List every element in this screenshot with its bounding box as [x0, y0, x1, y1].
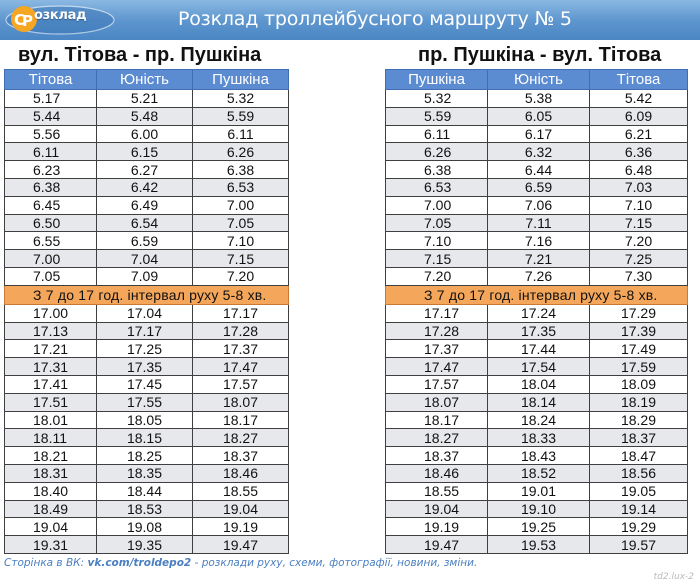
time-cell: 17.17: [97, 322, 193, 340]
time-cell: 18.17: [386, 411, 488, 429]
table-row: [386, 90, 688, 108]
time-cell: 5.42: [590, 90, 688, 108]
time-cell: 6.32: [488, 143, 590, 161]
time-cell: 18.07: [386, 393, 488, 411]
time-cell: 18.55: [193, 482, 289, 500]
time-cell: 17.37: [386, 340, 488, 358]
time-cell: 19.53: [488, 536, 590, 554]
time-cell: 19.47: [386, 536, 488, 554]
time-cell: 19.01: [488, 482, 590, 500]
time-cell: 18.33: [488, 429, 590, 447]
time-cell: 6.59: [97, 232, 193, 250]
time-cell: 17.28: [193, 322, 289, 340]
table-row: [5, 482, 289, 500]
time-cell: 5.59: [386, 107, 488, 125]
table-row: [386, 447, 688, 465]
interval-note: З 7 до 17 год. інтервал руху 5-8 хв.: [5, 285, 289, 304]
time-cell: 6.11: [386, 125, 488, 143]
table-row: [386, 232, 688, 250]
time-cell: 18.49: [5, 500, 97, 518]
table-row: [5, 375, 289, 393]
column-header: Юність: [488, 70, 590, 90]
time-cell: 17.54: [488, 358, 590, 376]
time-cell: 18.35: [97, 464, 193, 482]
table-row: [5, 250, 289, 268]
time-cell: 7.03: [590, 178, 688, 196]
time-cell: 7.25: [590, 250, 688, 268]
time-cell: 18.56: [590, 464, 688, 482]
time-cell: 19.08: [97, 518, 193, 536]
time-cell: 18.46: [386, 464, 488, 482]
time-cell: 17.57: [193, 375, 289, 393]
time-cell: 6.53: [386, 178, 488, 196]
table-row: [386, 322, 688, 340]
direction-title-right: пр. Пушкіна - вул. Тітова: [418, 44, 662, 66]
time-cell: 19.31: [5, 536, 97, 554]
header-banner: [0, 0, 700, 40]
time-cell: 17.47: [193, 358, 289, 376]
table-row: [386, 500, 688, 518]
table-row: [386, 375, 688, 393]
time-cell: 5.38: [488, 90, 590, 108]
time-cell: 6.36: [590, 143, 688, 161]
time-cell: 17.17: [193, 304, 289, 322]
logo-text: озклад: [34, 8, 87, 23]
table-row: [5, 267, 289, 285]
table-row: [5, 464, 289, 482]
table-row: [5, 178, 289, 196]
time-cell: 7.20: [386, 267, 488, 285]
time-cell: 18.31: [5, 464, 97, 482]
time-cell: 5.59: [193, 107, 289, 125]
table-row: [386, 536, 688, 554]
time-cell: 7.05: [193, 214, 289, 232]
watermark: td2.lux-2: [653, 572, 694, 582]
footer-note: [4, 557, 477, 569]
svg-text:C: C: [14, 11, 26, 29]
time-cell: 17.24: [488, 304, 590, 322]
time-cell: 19.05: [590, 482, 688, 500]
time-cell: 6.27: [97, 161, 193, 179]
time-cell: 18.47: [590, 447, 688, 465]
time-cell: 6.23: [5, 161, 97, 179]
time-cell: 17.35: [488, 322, 590, 340]
timetable-left: [4, 69, 289, 554]
table-row: [5, 90, 289, 108]
time-cell: 17.44: [488, 340, 590, 358]
time-cell: 18.01: [5, 411, 97, 429]
time-cell: 5.32: [386, 90, 488, 108]
time-cell: 7.26: [488, 267, 590, 285]
time-cell: 19.10: [488, 500, 590, 518]
table-row: [5, 429, 289, 447]
time-cell: 7.10: [590, 196, 688, 214]
time-cell: 17.41: [5, 375, 97, 393]
time-cell: 17.59: [590, 358, 688, 376]
time-cell: 17.00: [5, 304, 97, 322]
table-row: [386, 214, 688, 232]
time-cell: 17.35: [97, 358, 193, 376]
time-cell: 7.05: [5, 267, 97, 285]
time-cell: 6.45: [5, 196, 97, 214]
time-cell: 18.27: [386, 429, 488, 447]
time-cell: 18.29: [590, 411, 688, 429]
table-row: [5, 322, 289, 340]
time-cell: 6.55: [5, 232, 97, 250]
interval-row: [386, 285, 688, 304]
time-cell: 17.47: [386, 358, 488, 376]
table-row: [5, 518, 289, 536]
time-cell: 19.47: [193, 536, 289, 554]
time-cell: 6.26: [386, 143, 488, 161]
time-cell: 18.37: [386, 447, 488, 465]
time-cell: 19.04: [193, 500, 289, 518]
time-cell: 6.38: [5, 178, 97, 196]
time-cell: 5.56: [5, 125, 97, 143]
time-cell: 18.46: [193, 464, 289, 482]
time-cell: 7.30: [590, 267, 688, 285]
time-cell: 18.55: [386, 482, 488, 500]
time-cell: 6.44: [488, 161, 590, 179]
table-row: [5, 143, 289, 161]
time-cell: 7.20: [193, 267, 289, 285]
time-cell: 7.10: [386, 232, 488, 250]
time-cell: 17.37: [193, 340, 289, 358]
table-row: [386, 340, 688, 358]
time-cell: 18.17: [193, 411, 289, 429]
time-cell: 6.26: [193, 143, 289, 161]
table-row: [5, 500, 289, 518]
time-cell: 17.39: [590, 322, 688, 340]
svg-text:P: P: [22, 12, 33, 30]
time-cell: 17.51: [5, 393, 97, 411]
time-cell: 17.04: [97, 304, 193, 322]
time-cell: 17.17: [386, 304, 488, 322]
time-cell: 5.17: [5, 90, 97, 108]
table-row: [5, 411, 289, 429]
page-title: Розклад троллейбусного маршруту № 5: [178, 8, 572, 30]
time-cell: 18.52: [488, 464, 590, 482]
table-row: [5, 232, 289, 250]
footer-suffix: - розклади руху, схеми, фотографії, новини, зміни.: [194, 557, 478, 569]
time-cell: 19.19: [193, 518, 289, 536]
time-cell: 18.19: [590, 393, 688, 411]
time-cell: 6.05: [488, 107, 590, 125]
time-cell: 7.16: [488, 232, 590, 250]
time-cell: 18.25: [97, 447, 193, 465]
table-row: [5, 536, 289, 554]
time-cell: 7.15: [386, 250, 488, 268]
time-cell: 5.32: [193, 90, 289, 108]
time-cell: 18.05: [97, 411, 193, 429]
time-cell: 18.24: [488, 411, 590, 429]
table-row: [386, 196, 688, 214]
time-cell: 18.21: [5, 447, 97, 465]
time-cell: 6.42: [97, 178, 193, 196]
table-row: [386, 161, 688, 179]
time-cell: 18.04: [488, 375, 590, 393]
time-cell: 6.00: [97, 125, 193, 143]
table-header-row: [5, 70, 289, 90]
time-cell: 6.59: [488, 178, 590, 196]
footer-prefix: Сторінка в ВК:: [4, 557, 85, 569]
time-cell: 7.11: [488, 214, 590, 232]
time-cell: 7.00: [5, 250, 97, 268]
time-cell: 6.11: [5, 143, 97, 161]
time-cell: 17.13: [5, 322, 97, 340]
time-cell: 19.04: [5, 518, 97, 536]
column-header: Пушкіна: [386, 70, 488, 90]
time-cell: 5.44: [5, 107, 97, 125]
time-cell: 17.57: [386, 375, 488, 393]
direction-title-left: вул. Тітова - пр. Пушкіна: [18, 44, 262, 66]
time-cell: 18.53: [97, 500, 193, 518]
table-row: [386, 250, 688, 268]
table-row: [5, 214, 289, 232]
table-row: [5, 393, 289, 411]
time-cell: 7.20: [590, 232, 688, 250]
time-cell: 6.48: [590, 161, 688, 179]
table-row: [386, 125, 688, 143]
time-cell: 17.31: [5, 358, 97, 376]
time-cell: 7.06: [488, 196, 590, 214]
time-cell: 18.37: [590, 429, 688, 447]
time-cell: 18.14: [488, 393, 590, 411]
time-cell: 6.38: [386, 161, 488, 179]
time-cell: 19.19: [386, 518, 488, 536]
table-row: [386, 143, 688, 161]
time-cell: 17.25: [97, 340, 193, 358]
table-row: [5, 125, 289, 143]
table-row: [386, 358, 688, 376]
table-row: [386, 429, 688, 447]
time-cell: 17.45: [97, 375, 193, 393]
time-cell: 18.11: [5, 429, 97, 447]
time-cell: 17.21: [5, 340, 97, 358]
column-header: Пушкіна: [193, 70, 289, 90]
time-cell: 19.35: [97, 536, 193, 554]
time-cell: 6.15: [97, 143, 193, 161]
table-row: [386, 464, 688, 482]
time-cell: 7.15: [590, 214, 688, 232]
timetable-right: [385, 69, 688, 554]
table-row: [386, 518, 688, 536]
time-cell: 18.40: [5, 482, 97, 500]
table-row: [5, 304, 289, 322]
table-row: [5, 161, 289, 179]
time-cell: 18.27: [193, 429, 289, 447]
time-cell: 17.49: [590, 340, 688, 358]
time-cell: 19.57: [590, 536, 688, 554]
column-header: Тітова: [5, 70, 97, 90]
interval-row: [5, 285, 289, 304]
time-cell: 18.09: [590, 375, 688, 393]
table-row: [386, 267, 688, 285]
time-cell: 7.00: [386, 196, 488, 214]
time-cell: 7.04: [97, 250, 193, 268]
table-row: [386, 107, 688, 125]
time-cell: 6.53: [193, 178, 289, 196]
time-cell: 17.55: [97, 393, 193, 411]
time-cell: 18.37: [193, 447, 289, 465]
time-cell: 19.29: [590, 518, 688, 536]
time-cell: 18.43: [488, 447, 590, 465]
time-cell: 6.17: [488, 125, 590, 143]
time-cell: 6.11: [193, 125, 289, 143]
time-cell: 19.14: [590, 500, 688, 518]
table-row: [5, 447, 289, 465]
footer-link[interactable]: vk.com/troldepo2: [87, 557, 192, 569]
table-row: [386, 482, 688, 500]
time-cell: 7.00: [193, 196, 289, 214]
time-cell: 7.15: [193, 250, 289, 268]
time-cell: 19.04: [386, 500, 488, 518]
time-cell: 17.29: [590, 304, 688, 322]
time-cell: 17.28: [386, 322, 488, 340]
time-cell: 19.25: [488, 518, 590, 536]
interval-note: З 7 до 17 год. інтервал руху 5-8 хв.: [386, 285, 688, 304]
table-row: [386, 304, 688, 322]
table-row: [5, 196, 289, 214]
table-row: [5, 340, 289, 358]
time-cell: 6.21: [590, 125, 688, 143]
time-cell: 5.21: [97, 90, 193, 108]
time-cell: 7.09: [97, 267, 193, 285]
time-cell: 6.09: [590, 107, 688, 125]
time-cell: 6.38: [193, 161, 289, 179]
table-row: [386, 178, 688, 196]
time-cell: 18.44: [97, 482, 193, 500]
time-cell: 6.49: [97, 196, 193, 214]
table-row: [386, 393, 688, 411]
table-row: [5, 358, 289, 376]
time-cell: 7.10: [193, 232, 289, 250]
column-header: Тітова: [590, 70, 688, 90]
time-cell: 6.54: [97, 214, 193, 232]
time-cell: 5.48: [97, 107, 193, 125]
time-cell: 18.07: [193, 393, 289, 411]
table-row: [386, 411, 688, 429]
time-cell: 7.05: [386, 214, 488, 232]
table-row: [5, 107, 289, 125]
time-cell: 18.15: [97, 429, 193, 447]
time-cell: 7.21: [488, 250, 590, 268]
table-header-row: [386, 70, 688, 90]
column-header: Юність: [97, 70, 193, 90]
time-cell: 6.50: [5, 214, 97, 232]
